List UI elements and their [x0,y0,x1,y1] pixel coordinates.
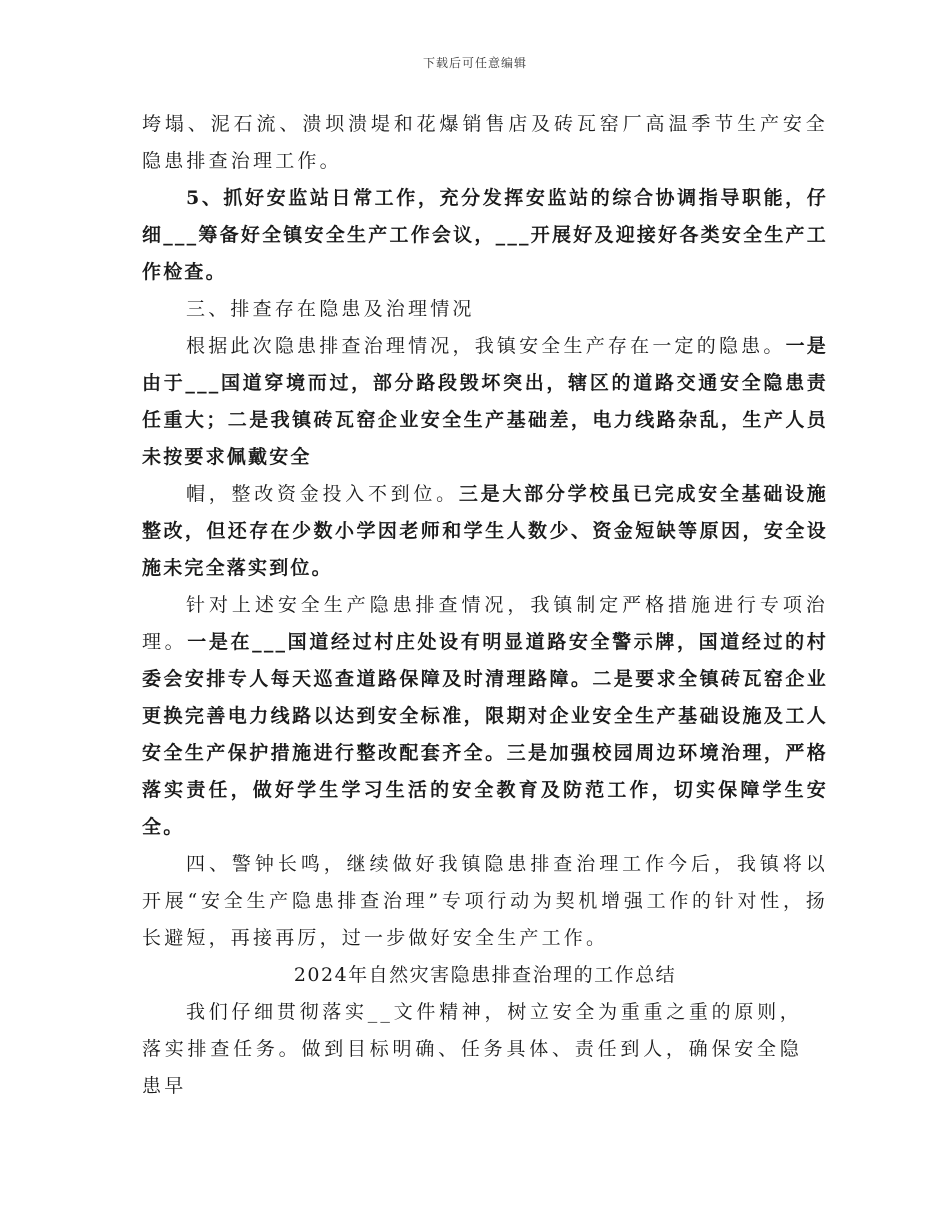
page-header: 下载后可任意编辑 [422,56,527,70]
paragraph-6-normal: 针对上述安全生产隐患排查情况，我镇制定严格措施进行专项治理。 [142,594,828,653]
paragraph-6-bold: 一是在___国道经过村庄处设有明显道路安全警示牌，国道经过的村委会安排专人每天巡查道路保障及时清理路障。二是要求全镇砖瓦窑企业更换完善电力线路以达到安全标准，限期对企业安全生产基础设施及工人安全生产保护措施进行整改配套齐全。三是加强校园周边环境治理，严格落实责任，做好学生学习生活的安全教育及防范工作，切实保障学生安全。 [142,631,828,838]
paragraph-7: 四、警钟长鸣，继续做好我镇隐患排查治理工作今后，我镇将以开展“安全生产隐患排查治理”专项行动为契机增强工作的针对性，扬长避短，再接再厉，过一步做好安全生产工作。 [142,853,828,949]
paragraph-4-bold: 一是由于___国道穿境而过，部分路段毁坏突出，辖区的道路交通安全隐患责任重大；二是我镇砖瓦窑企业安全生产基础差，电力线路杂乱，生产人员未按要求佩戴安全 [142,335,829,468]
section-heading-3: 三、排查存在隐患及治理情况 [186,298,475,320]
paragraph-5 [142,476,828,587]
document-body [142,106,828,1105]
paragraph-1: 垮塌、泥石流、溃坝溃堤和花爆销售店及砖瓦窑厂高温季节生产安全隐患排查治理工作。 [142,113,828,172]
paragraph-2: 5、抓好安监站日常工作，充分发挥安监站的综合协调指导职能，仔细___筹备好全镇安全生产工作会议，___开展好及迎接好各类安全生产工作检查。 [142,187,828,283]
document-title-2: 2024年自然灾害隐患排查治理的工作总结 [293,964,677,986]
paragraph-5-bold: 三是大部分学校虽已完成安全基础设施整改，但还存在少数小学因老师和学生人数少、资金短缺等原因，安全设施未完全落实到位。 [142,483,829,579]
paragraph-6 [142,587,828,846]
paragraph-4 [142,328,828,476]
paragraph-8: 我们仔细贯彻落实__文件精神，树立安全为重重之重的原则，落实排查任务。做到目标明确、任务具体、责任到人，确保安全隐患早 [142,1001,802,1097]
paragraph-5-normal: 帽，整改资金投入不到位。 [186,483,459,505]
paragraph-4-normal: 根据此次隐患排查治理情况，我镇安全生产存在一定的隐患。 [186,335,786,357]
